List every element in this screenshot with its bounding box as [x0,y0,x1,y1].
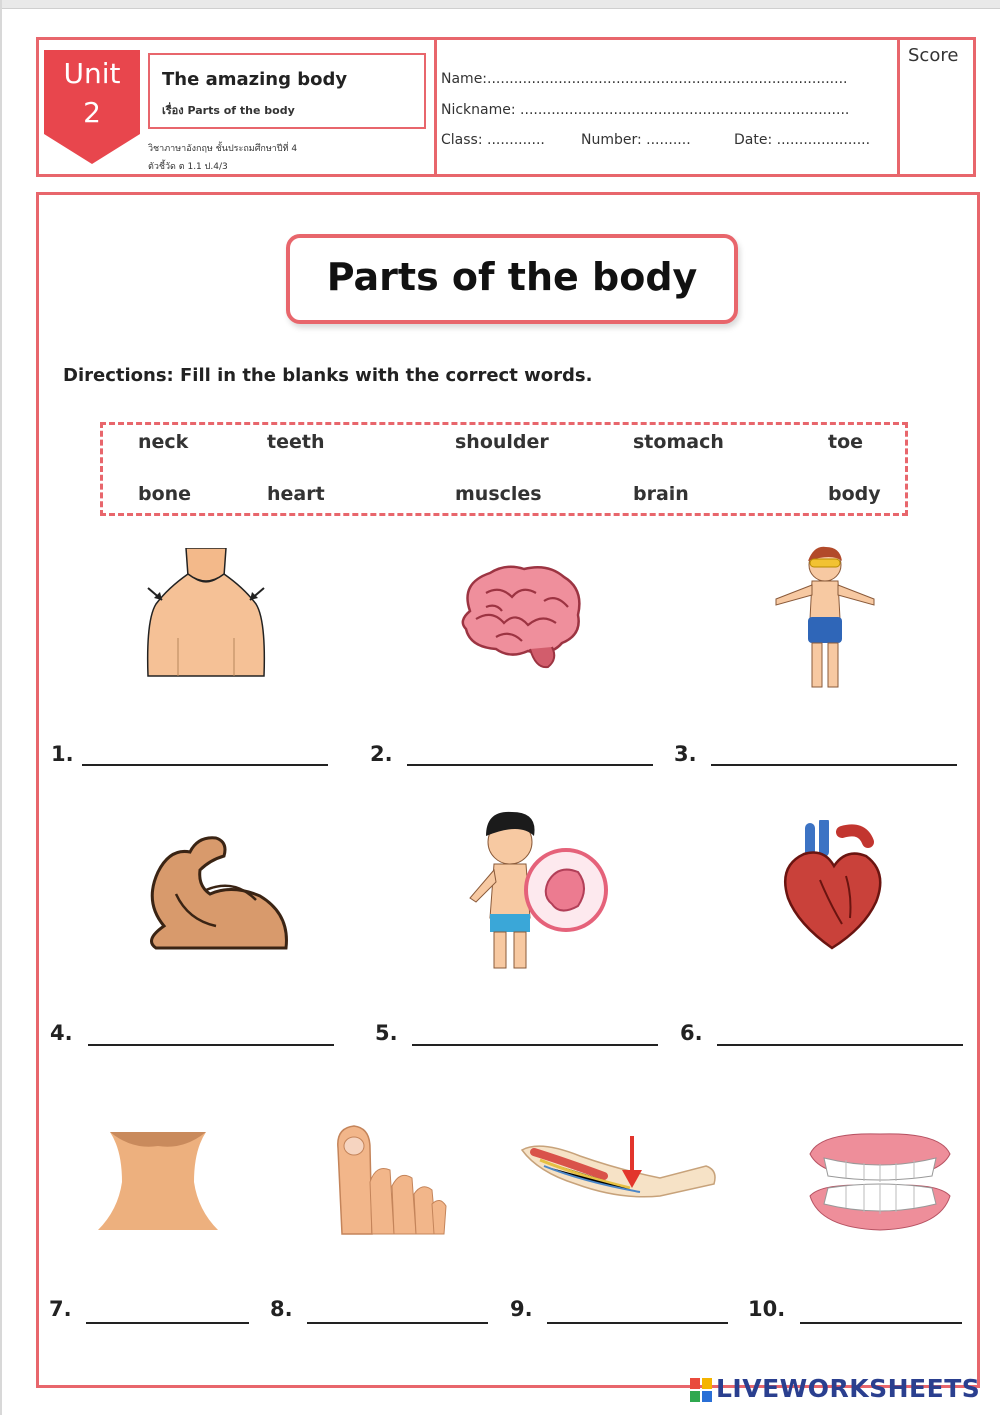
answer-blank[interactable] [86,1322,249,1324]
left-edge [0,0,2,1415]
top-edge [0,0,1000,9]
liveworksheets-logo[interactable]: LIVEWORKSHEETS [716,1374,981,1403]
name-field[interactable]: Name:................................................................................. [441,71,848,87]
answer-blank[interactable] [88,1044,334,1046]
neck-picture [98,1130,218,1234]
word-bank-item: body [828,483,881,505]
unit-label: Unit [63,57,121,90]
directions: Directions: Fill in the blanks with the correct words. [63,365,593,386]
word-bank-item: muscles [455,483,542,505]
number-field[interactable]: Number: .......... [581,132,691,148]
answer-blank[interactable] [547,1322,728,1324]
date-field[interactable]: Date: ..................... [734,132,871,148]
subject-line: วิชาภาษาอังกฤษ ชั้นประถมศึกษาปีที่ 4 [148,144,298,154]
answer-blank[interactable] [717,1044,963,1046]
word-bank-item: toe [828,431,864,453]
question-number: 1. [51,742,74,766]
toe-picture [332,1124,448,1236]
answer-blank[interactable] [711,764,957,766]
unit-title: The amazing body [162,69,348,90]
body-picture [770,543,880,693]
unit-number: 2 [83,96,101,129]
word-bank-item: neck [138,431,189,453]
indicator-line: ตัวชี้วัด ต 1.1 ป.4/3 [148,162,228,172]
score-label: Score [908,45,959,66]
bone-picture [520,1136,720,1212]
question-number: 10. [748,1297,786,1321]
unit-subtitle: เรื่อง Parts of the body [162,104,295,117]
answer-blank[interactable] [407,764,653,766]
nickname-field[interactable]: Nickname: .......................................................................... [441,102,850,118]
word-bank-item: heart [267,483,325,505]
question-number: 6. [680,1021,703,1045]
question-number: 5. [375,1021,398,1045]
word-bank-item: bone [138,483,192,505]
class-field[interactable]: Class: ............. [441,132,545,148]
answer-blank[interactable] [800,1322,962,1324]
word-bank-item: shoulder [455,431,549,453]
word-bank-item: brain [633,483,689,505]
answer-blank[interactable] [412,1044,658,1046]
question-number: 4. [50,1021,73,1045]
brain-picture [456,563,586,673]
header-divider [897,37,900,177]
question-number: 3. [674,742,697,766]
question-number: 2. [370,742,393,766]
answer-blank[interactable] [307,1322,488,1324]
stomach-picture [460,806,610,976]
answer-blank[interactable] [82,764,328,766]
header-divider [434,37,437,177]
question-number: 7. [49,1297,72,1321]
heart-picture [780,820,886,952]
muscles-picture [136,830,292,954]
question-number: 9. [510,1297,533,1321]
word-bank-item: teeth [267,431,325,453]
teeth-picture [806,1130,954,1234]
liveworksheets-logo-icon [690,1378,712,1402]
word-bank-item: stomach [633,431,724,453]
shoulder-picture [138,548,274,680]
question-number: 8. [270,1297,293,1321]
worksheet-title: Parts of the body [326,255,698,299]
